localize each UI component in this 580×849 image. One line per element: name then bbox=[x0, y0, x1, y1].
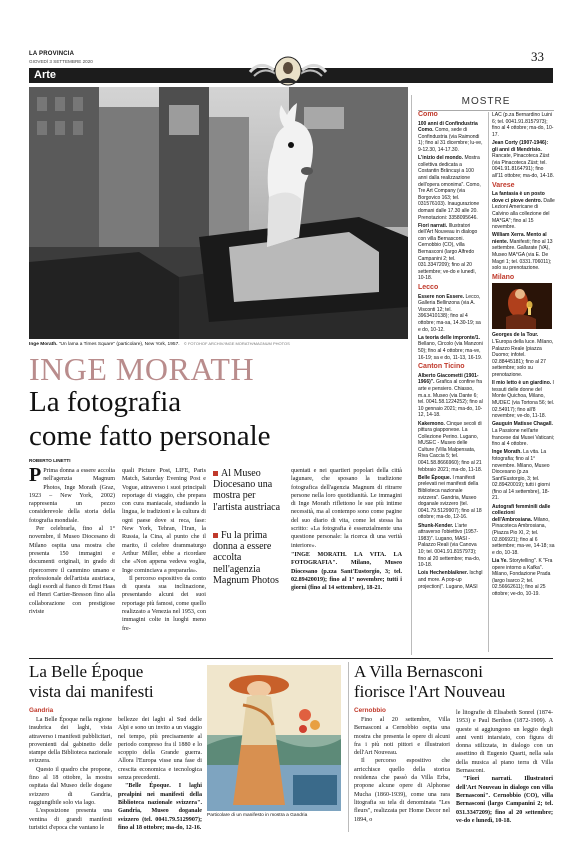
event-info: "INGE MORATH. LA VITA. LA FOTOGRAFIA". Milano, Museo Diocesano (p.zza Sant'Eustorgio, 3; tel. 02.89420019); fino al 1° novembre; tutti i giorni (fino al 14 settembre), 18-21. bbox=[291, 551, 402, 592]
mostre-entry: Il mio letto è un giardino. I tessuti delle donne del Monte Quichoa, Milano, MUDEC (via Tortona 56; tel. 02.54917); fino all'8 novembre; ve-do, 11-18. bbox=[492, 380, 555, 420]
belle-col1 bbox=[29, 716, 112, 832]
villa-title-line2: fiorisce l'Art Nouveau bbox=[354, 682, 506, 701]
paper-name: LA PROVINCIA bbox=[29, 51, 75, 57]
mostre-entry: Georges de la Tour. L'Europa della luce. Milano, Palazzo Reale (piazza Duomo; infotel. 02.88445181); fino al 27 settembre; solo su prenotazione. bbox=[492, 332, 554, 378]
villa-para: Fino al 20 settembre, Villa Bernasconi a Cernobbio ospita una mostra che presenta le opere di alcuni fra i più noti pittori e illustratori dell'Art Nouveau. bbox=[354, 717, 450, 757]
article-col2 bbox=[122, 467, 206, 633]
mostre-entry: Inge Morath. La vita. La fotografia; fino al 1° novembre. Milano, Museo Diocesano (p.za Sant'Eustorgio, 3; tel. 02.89420019); tutti i giorni (fino al 14 settembre), 18-21. bbox=[492, 449, 550, 502]
mostre-city: Lecco bbox=[418, 284, 439, 292]
author: ROBERTO LINETTI bbox=[29, 458, 71, 463]
mostre-entry: La teoria delle impronte/1. Bellano, Circolo (via Manzoni 50); fino al 4 ottobre; ma-ve, 16-19; sa e do, 11-13, 16-19. bbox=[418, 334, 483, 361]
article-para: quali Picture Post, LIFE, Paris Match, Saturday Evening Post e Vogue, attraverso i suoi principali reportage di viaggio, che prepara con cura maniacale, studiando la lingua, le tradizioni e la cultura di ogni paese dove si reca, fase: New York, Tehran, l'Iran, la Russia, la Cina, al punto che il marito, il celebre drammaturgo Arthur Miller, ebbe a ricordare che «Non appena vedeva voglia, Inge cominciava a prepararla». bbox=[122, 468, 206, 574]
mostre-entry: Autografi femminili dalle collezioni dell'Ambrosiana. Milano, Pinacoteca Ambrosiana, (Piazza Pio XI, 2; tel. 02.806921); fino al 6 settembre; ma-ve, 14-18; sa e do, 10-18. bbox=[492, 503, 555, 556]
red-square-icon bbox=[213, 533, 218, 538]
portrait-medallion bbox=[240, 56, 336, 86]
article-col1 bbox=[29, 464, 115, 616]
belle-para: Questo il quadro che propone, fino al 18 ottobre, la mostra ospitata dal Museo delle dogane svizzero di Gandria, raggiungibile solo via lago. bbox=[29, 766, 112, 806]
caption-name: Inge Morath. bbox=[29, 342, 58, 347]
section-title: Arte bbox=[34, 69, 57, 81]
mostre-entry: L'inizio del mondo. Mostra collettiva dedicata a Costantin Brâncuşi a 100 anni dalla realizzazione dell'opera omonima". Como, Tre Art Company (via Borgovico 163; tel. 031576103). Inaugurazione domani dalle 17.30 alle 20. Prenotazioni: 3358095646. bbox=[418, 155, 481, 221]
sidebar-divider bbox=[411, 95, 412, 655]
villa-title-line1: A Villa Bernasconi bbox=[354, 662, 483, 681]
article-col4 bbox=[291, 467, 402, 592]
mostre-rule bbox=[418, 110, 554, 111]
belle-para: L'esposizione presenta una ventina di grandi manifesti turistici d'epoca che vantano le bbox=[29, 808, 112, 831]
mostre-entry: Kakemono. Cinque secoli di pittura giapponese. La Collezione Perino. Lugano, MUSEC - Museo delle Culture (Villa Malpensata, Riva Caccia 5; tel. 0041.58.8666960); fino al 21 febbraio 2021; ma-do, 11-18. bbox=[418, 420, 483, 473]
drop-cap: P bbox=[29, 464, 42, 486]
villa-col2 bbox=[456, 709, 553, 825]
mostre-entry: La fantasia è un posto dove ci piove dentro. Dalle Lezioni Americane di Calvino alla collezione del MA*GA"; fino al 15 novembre. bbox=[492, 191, 555, 231]
main-photo-caption bbox=[29, 341, 408, 347]
mostre-entry: William Xerra. Mento al niente. Manifesti; fino al 13 settembre. Gallarate (VA), Museo MA*GA (via E. De Magri 1; tel. 0331.706011); solo su prenotazione. bbox=[492, 232, 553, 272]
mostre-entry: Lois Hechenblaikner. Ischgl and more. A pop-up projection)". Lugano, MASI bbox=[418, 570, 483, 590]
mostre-header: MOSTRE bbox=[461, 96, 511, 107]
mostre-col-divider bbox=[488, 112, 489, 652]
mostre-col-right bbox=[492, 112, 555, 599]
mostre-city: Como bbox=[418, 111, 438, 118]
milano-painting bbox=[492, 283, 552, 329]
belle-para: bellezze dei laghi al Sud delle Alpi e sono un invito a un viaggio nel tempo, più precisamente al periodo compreso fra il 1880 e lo scoppio della Grande guerra. Allora l'Europa visse una fase di crescita economica e tecnologica senza precedenti. bbox=[118, 717, 202, 782]
mostre-entry: LAC (p.za Bernardino Luini 6; tel. 0041.91.8157973); fino al 4 ottobre; ma-do, 10-17. bbox=[492, 112, 554, 138]
page-number: 33 bbox=[531, 49, 544, 64]
mostre-entry: Gauguin Matisse Chagall. La Passione nell'arte francese dai Musei Vaticani; fino al 4 ottobre. bbox=[492, 421, 555, 448]
article-kicker: INGE MORATH bbox=[29, 351, 255, 387]
article-title-line2: come fatto personale bbox=[29, 420, 271, 452]
mostre-col-left bbox=[418, 112, 484, 592]
mostre-entry: Essere non Essere. Lecco, Galleria Bellinzona (via A. Visconti 12; tel. 3963410138); fino al 4 ottobre; ma-sa, 14.30-19; sa e do, 10-12. bbox=[418, 293, 481, 333]
mostre-entry: Lia Ye. Storytelling". K "Fra opere intorno a Kafka". Milano, Fondazione Prada (largo Isarco 2; tel. 02.56662611); fino al 25 ottobre; ve-do, 10-19. bbox=[492, 558, 553, 597]
mostre-entry: Shunk-Kender. L'arte attraverso l'obiettivo (1957-1983)". Lugano, MASI - Palazzo Reali (via Canova 10; tel. 0041.91.8157973); fino al 20 settembre; ma-do, 10-18. bbox=[418, 522, 481, 569]
pullquote-2: Fu la prima donna a essere accolta nell'agenzia Magnum Photos bbox=[213, 530, 279, 586]
mostre-entry: Jean Corty (1907-1946): gli anni di Mendrisio. Rancate, Pinacoteca Züst (via Pinacoteca Züst; tel. 0041.91.8164791); fino all'11 ottobre; ma-do, 14-18. bbox=[492, 139, 555, 179]
villa-col1 bbox=[354, 716, 450, 824]
mostre-entry: Belle Époque. I manifesti prelevati nei manifesti della Biblioteca nazionale svizzera". Gandria, Museo doganale svizzero (tel. 0041.79.5129907); fino al 18 ottobre; ma-do, 12-16. bbox=[418, 474, 482, 521]
bottom-separator bbox=[29, 658, 553, 659]
villa-para: Il percorso espositivo che arricchisce quello della storica residenza che passò da Villa Erba, propone alcune opere di Alphonse Mucha (1860-1939), come una rara litografia su tela di denominata "Les fleurs", realizzata per Home Decor nel 1894, o bbox=[354, 758, 450, 823]
caption-title: "Un lama a Times Square" (particolare), New York, 1957. bbox=[57, 342, 180, 347]
belle-poster bbox=[207, 665, 341, 811]
belle-poster-caption: Particolare di un manifesto in mostra a Gandria bbox=[207, 813, 308, 818]
mostre-entry: Alberto Giacometti (1901-1966)". Grafica al confine fra arte e pensiero. Chiasso, m.a.x. Museo (via Dante 6; tel. 0041.58.1224252); fino al 10 gennaio 2021; ma-do, 10-12, 14-18. bbox=[418, 372, 483, 419]
villa-location: Cernobbio bbox=[354, 707, 386, 714]
pullquote-1: Al Museo Diocesano una mostra per l'artista austriaca bbox=[213, 468, 281, 513]
belle-col2 bbox=[118, 716, 202, 832]
belle-title-line1: La Belle Époque bbox=[29, 662, 144, 681]
mostre-city: Varese bbox=[492, 181, 515, 189]
villa-para: le litografie di Elisabeth Sonrel (1874-1953) e Paul Berthon (1872-1909). A queste si aggiungono un leggio degli anni venti intarsiato, con figura di donna stilizzata, in dialogo con un assettino di Eugenio Quarti, nella sala della musica al piano terra di Villa Bernasconi. bbox=[456, 710, 553, 775]
main-photo bbox=[29, 87, 408, 339]
article-title-line1: La fotografia bbox=[29, 386, 182, 418]
article-para: Il percorso espositivo da conto di questa sua inclinazione, presentando alcuni dei suoi reportage più famosi, come quello realizzato a Venezia nel 1953, con immagini colte in luoghi meno fre- bbox=[122, 575, 206, 632]
belle-para: La Belle Époque nella regione insubrica dei laghi, vista attraverso i manifesti pubblicitari, provenienti dal gabinetto delle stampe della Biblioteca nazionale svizzera. bbox=[29, 717, 112, 765]
belle-event-info: "Belle Époque. I laghi prealpini nei manifesti della Biblioteca nazionale svizzera". Gandria, Museo doganale svizzero (tel. 0041.79.5129907); fino al 18 ottobre; ma-do, 12-16. bbox=[118, 783, 202, 831]
article-para: quentati e nei quartieri popolari della città lagunare, che sposano la tradizione fotografica dell'agenzia Magnum di ritrarre persone nella loro quotidianità. Le immagini di Inge Morath riflettono le sue più intime necessità, ma al contempo sono come pagine del suo diario di vita, come lei stessa ha scritto: «La fotografia è essenzialmente una questione personale: la ricerca di una verità interiore». bbox=[291, 468, 402, 549]
mostre-city: Milano bbox=[492, 273, 515, 281]
mostre-entry: Fiori narrati. Illustratori dell'Art Nouveau in dialogo con villa Bernasconi. Cernobbio (CO), villa Bernasconi (largo Alfredo Campanini 2; tel. 031.3347209); fino al 20 settembre; ve-do e lunedì, 10-18. bbox=[418, 222, 478, 282]
belle-location: Gandria bbox=[29, 707, 54, 714]
article-para: Per celebrarla, fino al 1° novembre, il Museo Diocesano di Milano ospita una mostra che presenta 150 immagini e documenti originali, in grado di ripercorrere il cammino umano e professionale dell'artista austriaca, dagli esordi al fianco di Ernst Haas ed Henri Cartier-Bresson fino alla collaborazione con prestigiose riviste bbox=[29, 526, 115, 616]
mostre-entry: 100 anni di Confindustria Como. Como, sede di Confindustria (via Raimondi 1); fino al 31 dicembre; lu-ve, 9-12.30, 14-17.30. bbox=[418, 120, 483, 153]
mostre-city: Canton Ticino bbox=[418, 363, 465, 371]
article-para: P Prima donna a essere accolta nell'agenzia Magnum Photos, Inge Morath (Graz, 1923 – New York, 2002) rappresenta un pezzo considerevole della storia della fotografia mondiale. bbox=[29, 464, 115, 524]
issue-date: GIOVEDÌ 3 SETTEMBRE 2020 bbox=[29, 59, 93, 64]
bottom-divider bbox=[348, 662, 349, 832]
belle-title-line2: vista dai manifesti bbox=[29, 682, 154, 701]
photo-credit: © FOTOHOF ARCHIV/INGE MORATH/MAGNUM PHOTOS bbox=[183, 341, 290, 346]
red-square-icon bbox=[213, 471, 218, 476]
villa-event-info: "Fiori narrati. Illustratori dell'Art Nouveau in dialogo con villa Bernasconi". Cernobbio (CO), villa Bernasconi (largo Campanini 2; tel. 031.3347209); fino al 20 settembre; ve-do e lunedì, 10-18. bbox=[456, 776, 553, 824]
